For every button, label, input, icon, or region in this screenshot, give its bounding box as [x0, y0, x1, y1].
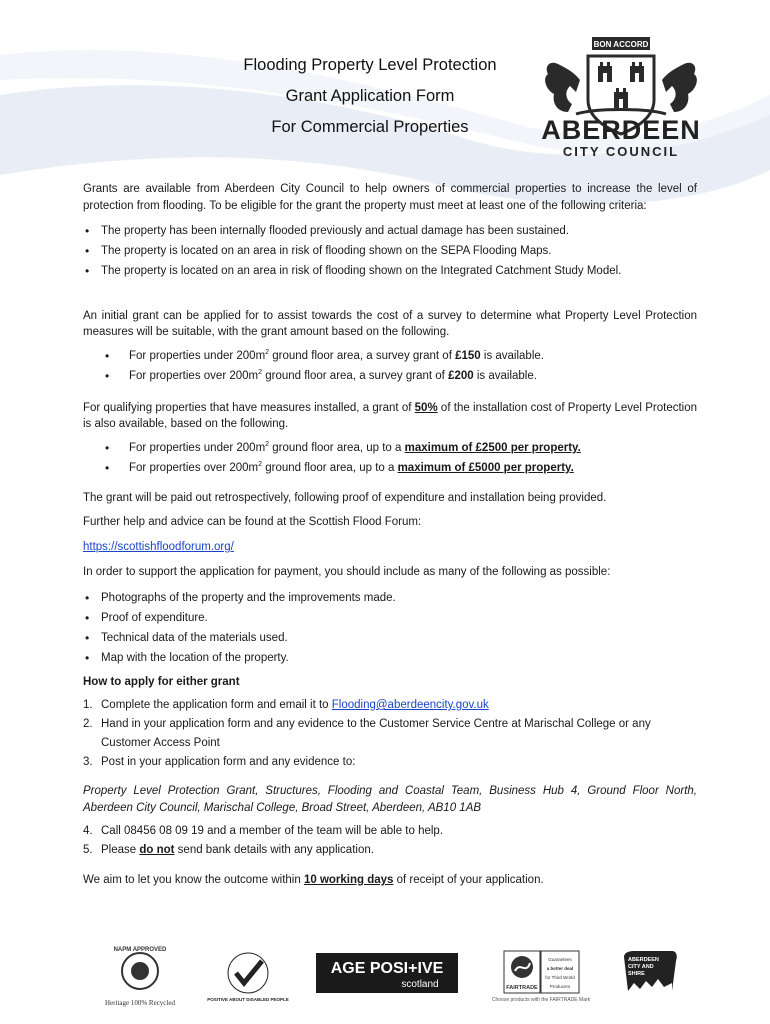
svg-text:a better deal: a better deal	[546, 966, 574, 971]
survey-amount: £200	[448, 370, 474, 382]
criteria-list	[83, 221, 697, 281]
apply-section	[83, 674, 697, 888]
email-link[interactable]: Flooding@aberdeencity.gov.uk	[331, 699, 489, 711]
working-days-emphasis: 10 working days	[303, 874, 394, 886]
apply-step: 5. Please do not send bank details with any application.	[83, 844, 374, 856]
apply-step: 3. Post in your application form and any evidence to:	[83, 756, 356, 768]
install-paragraph: For qualifying properties that have measures installed, a grant of 50% of the installation cost of Property Level Protection is also available, based on the following.	[83, 402, 698, 430]
survey-list	[83, 346, 697, 386]
criteria-item: • The property has been internally flooded previously and actual damage has been sustained.	[83, 221, 697, 241]
apply-steps	[83, 696, 697, 772]
svg-text:scotland: scotland	[401, 979, 439, 990]
footer-logos	[0, 945, 770, 1015]
install-section	[83, 400, 697, 478]
install-list	[83, 438, 697, 478]
fairtrade-logo	[492, 951, 591, 1003]
council-subtitle: CITY COUNCIL	[562, 144, 680, 159]
council-name: ABERDEEN	[541, 115, 701, 145]
payment-paragraph: The grant will be paid out retrospectively, following proof of expenditure and installation being provided.	[83, 492, 607, 504]
title-line-1: Flooding Property Level Protection	[243, 56, 497, 74]
support-item: • Proof of expenditure.	[83, 608, 697, 628]
age-positive-logo	[316, 953, 458, 993]
survey-amount: £150	[455, 350, 481, 362]
apply-heading: How to apply for either grant	[83, 676, 240, 688]
support-item: • Photographs of the property and the improvements made.	[83, 588, 697, 608]
install-maximum: maximum of £2500 per property.	[404, 442, 581, 454]
install-item: • For properties over $200m^2$ ground floor area, up to a maximum of £5000 per property.	[83, 458, 697, 478]
napm-caption: Heritage 100% Recycled	[105, 999, 175, 1007]
napm-logo	[105, 947, 175, 1007]
help-paragraph: Further help and advice can be found at the Scottish Flood Forum:	[83, 516, 422, 528]
install-item: • For properties under $200m^2$ ground floor area, up to a maximum of £2500 per property.	[83, 438, 697, 458]
apply-step: 1. Complete the application form and email it to Flooding@aberdeencity.gov.uk	[83, 699, 489, 711]
criteria-item: • The property is located on an area in risk of flooding shown on the Integrated Catchment Study Model.	[83, 261, 697, 281]
criteria-item: • The property is located on an area in risk of flooding shown on the SEPA Flooding Maps.	[83, 241, 697, 261]
support-item: • Technical data of the materials used.	[83, 628, 697, 648]
do-not-emphasis: do not	[139, 844, 175, 856]
aberdeen-city-and-shire-logo	[624, 951, 677, 991]
outcome-paragraph: We aim to let you know the outcome within 10 working days of receipt of your application.	[83, 874, 544, 886]
svg-text:AGE POSI+IVE: AGE POSI+IVE	[330, 960, 444, 977]
svg-text:FAIRTRADE: FAIRTRADE	[506, 985, 538, 991]
survey-paragraph: An initial grant can be applied for to assist towards the cost of a survey to determine what Property Level Protection measures will be suitable, with the grant amount based on the following.	[83, 310, 697, 338]
svg-text:Producers: Producers	[549, 984, 571, 989]
survey-item: • For properties under $200m^2$ ground floor area, a survey grant of £150 is available.	[83, 346, 697, 366]
positive-about-disabled-logo	[207, 953, 289, 1002]
survey-item: • For properties over $200m^2$ ground floor area, a survey grant of £200 is available.	[83, 366, 697, 386]
intro-section	[83, 181, 697, 281]
title-block	[210, 50, 530, 143]
svg-text:ABERDEEN: ABERDEEN	[628, 957, 659, 963]
apply-step: 4. Call 08456 08 09 19 and a member of the team will be able to help.	[83, 825, 444, 837]
svg-text:SHIRE: SHIRE	[628, 971, 645, 977]
install-maximum: maximum of £5000 per property.	[397, 462, 574, 474]
postal-address: Property Level Protection Grant, Structures, Flooding and Coastal Team, Business Hub 4, Ground Floor North, Aberdeen City Council, Marischal College, Broad Street, Aberdeen, AB10 1AB	[83, 785, 697, 814]
support-paragraph: In order to support the application for payment, you should include as many of the following as possible:	[83, 566, 611, 578]
svg-text:NAPM APPROVED: NAPM APPROVED	[113, 947, 167, 953]
svg-text:for Third World: for Third World	[545, 975, 575, 980]
apply-step: 2. Hand in your application form and any evidence to the Customer Service Centre at Marischal College or any Customer Access Point	[83, 718, 651, 749]
support-list	[83, 588, 697, 668]
payment-section	[83, 490, 697, 668]
intro-paragraph: Grants are available from Aberdeen City Council to help owners of commercial properties to increase the level of protection from flooding. To be eligible for the grant the property must meet at least one of the following criteria:	[83, 183, 697, 212]
apply-steps-continued	[83, 822, 697, 860]
install-percent: 50%	[414, 402, 438, 414]
support-item: • Map with the location of the property.	[83, 648, 697, 668]
title-line-2: Grant Application Form	[285, 87, 455, 105]
flood-forum-link[interactable]: https://scottishfloodforum.org/	[83, 541, 234, 553]
svg-text:CITY AND: CITY AND	[628, 964, 654, 970]
crest-motto: BON ACCORD	[593, 40, 649, 49]
svg-text:Choose products with the FAIRT: Choose products with the FAIRTRADE Mark	[491, 997, 591, 1003]
svg-text:POSITIVE ABOUT DISABLED PEOPLE: POSITIVE ABOUT DISABLED PEOPLE	[207, 997, 289, 1002]
svg-text:Guarantees: Guarantees	[548, 957, 572, 962]
title-line-3: For Commercial Properties	[271, 118, 469, 136]
survey-section	[83, 308, 697, 386]
